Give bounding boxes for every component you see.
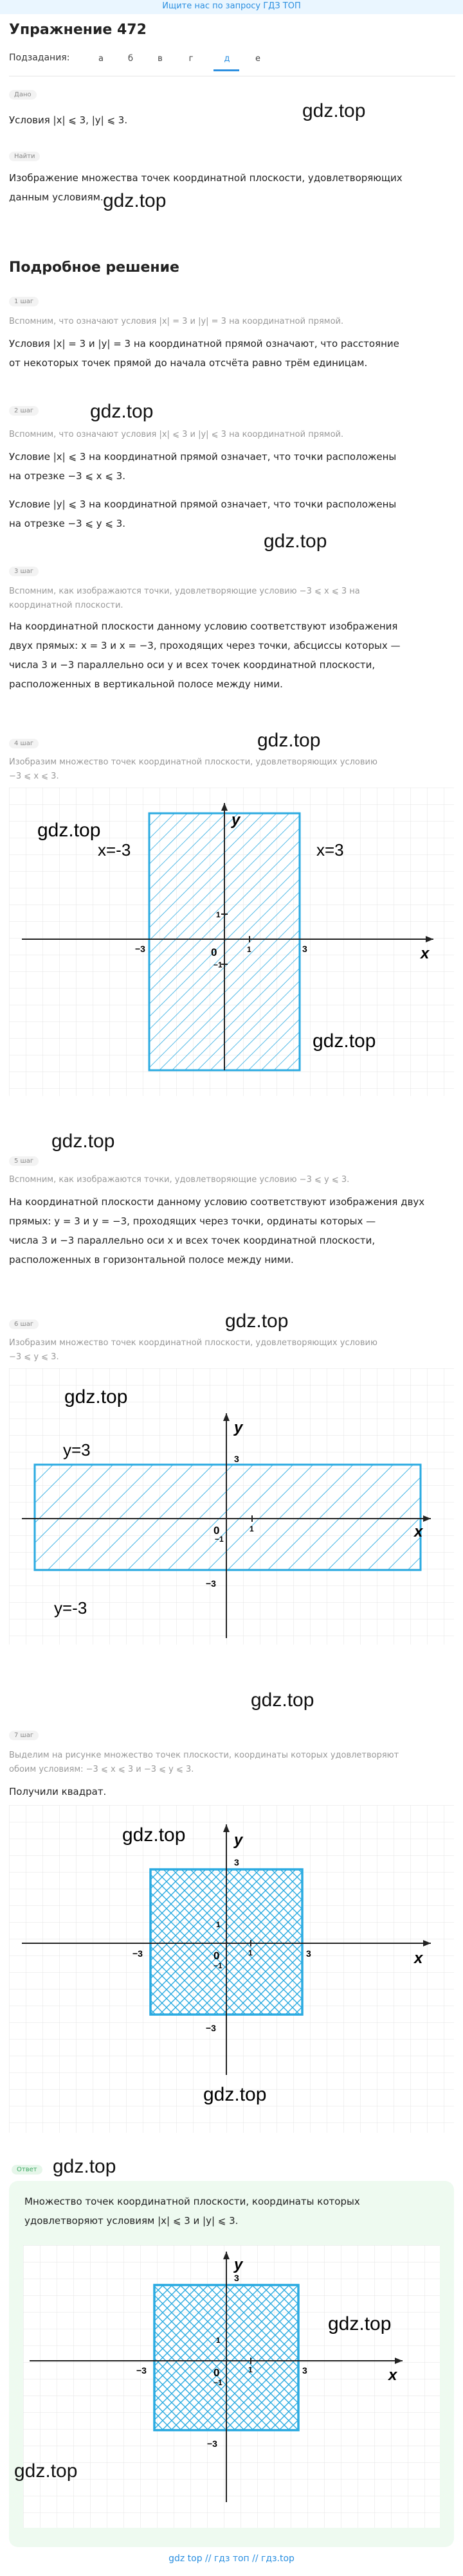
watermark: gdz.top	[203, 2084, 267, 2105]
y-tick-label-minus-1: −1	[213, 1961, 222, 1970]
active-tab-indicator	[213, 69, 239, 71]
step-3-line1: На координатной плоскости данному условию соответствуют изображения	[9, 621, 398, 632]
step-5-line4: расположенных в горизонтальной полосе между ними.	[9, 1254, 294, 1266]
line-label-x-3: x=3	[316, 840, 344, 860]
y-tick-label-minus-3: −3	[206, 2023, 216, 2033]
step-4-hint-2: −3 ⩽ x ⩽ 3.	[9, 772, 59, 781]
y-tick-label-1: 1	[216, 2336, 221, 2345]
watermark: gdz.top	[14, 2460, 78, 2482]
x-axis-label: x	[388, 2367, 397, 2384]
given-tag: Дано	[9, 90, 37, 100]
step-7-hint-2: обоим условиям: −3 ⩽ x ⩽ 3 и −3 ⩽ y ⩽ 3.	[9, 1765, 194, 1774]
watermark: gdz.top	[122, 1824, 186, 1846]
graph-square	[9, 1805, 454, 2133]
step-3-line3: числа 3 и −3 параллельно оси y и всех точек координатной плоскости,	[9, 659, 376, 671]
step-6-tag: 6 шаг	[9, 1319, 39, 1329]
subtask-tab-d[interactable]: д	[224, 54, 230, 64]
step-5-tag: 5 шаг	[9, 1156, 39, 1166]
step-4-tag: 4 шаг	[9, 739, 39, 748]
step-7-hint-1: Выделим на рисунке множество точек плоскости, координаты которых удовлетворяют	[9, 1751, 399, 1760]
y-tick-label-1: 1	[216, 910, 221, 919]
y-axis-label: y	[234, 1419, 243, 1436]
watermark: gdz.top	[302, 100, 366, 121]
y-tick-label-3: 3	[234, 2273, 239, 2283]
step-6-hint-2: −3 ⩽ y ⩽ 3.	[9, 1352, 59, 1362]
x-tick-label-minus-3: −3	[135, 944, 145, 954]
origin-label: 0	[213, 2367, 220, 2379]
step-2-line3: Условие |y| ⩽ 3 на координатной прямой означает, что точки расположены	[9, 498, 397, 510]
y-axis-label: y	[232, 811, 241, 829]
x-tick-label-minus-3: −3	[132, 1948, 143, 1959]
watermark: gdz.top	[264, 531, 327, 552]
step-2-line2: на отрезке −3 ⩽ x ⩽ 3.	[9, 470, 125, 482]
step-3-tag: 3 шаг	[9, 567, 39, 576]
y-axis-label: y	[234, 2256, 243, 2273]
watermark: gdz.top	[37, 820, 101, 841]
x-tick-label-3: 3	[306, 1948, 311, 1959]
y-tick-label-minus-3: −3	[206, 1578, 216, 1589]
subtask-tab-g[interactable]: г	[188, 54, 194, 64]
x-axis-label: x	[421, 945, 430, 962]
answer-line1: Множество точек координатной плоскости, координаты которых	[24, 2196, 360, 2207]
x-tick-label-1: 1	[250, 1524, 254, 1533]
find-tag: Найти	[9, 152, 40, 161]
step-6-hint-1: Изобразим множество точек координатной плоскости, удовлетворяющих условию	[9, 1338, 377, 1348]
step-4-hint-1: Изобразим множество точек координатной плоскости, удовлетворяющих условию	[9, 757, 377, 767]
graph-vertical-strip	[9, 788, 454, 1096]
y-tick-label-3: 3	[234, 1454, 239, 1464]
x-tick-label-minus-3: −3	[136, 2365, 147, 2376]
step-3-line4: расположенных в вертикальной полосе между ними.	[9, 678, 283, 690]
x-axis-label: x	[414, 1523, 423, 1540]
horizontal-strip	[35, 1465, 421, 1570]
step-3-hint-1: Вспомним, как изображаются точки, удовлетворяющие условию −3 ⩽ x ⩽ 3 на	[9, 587, 360, 596]
given-text: Условия |x| ⩽ 3, |y| ⩽ 3.	[9, 114, 128, 126]
subtasks-label: Подзадания:	[9, 53, 70, 63]
y-tick-label-minus-3: −3	[207, 2439, 217, 2449]
step-2-line4: на отрезке −3 ⩽ y ⩽ 3.	[9, 518, 125, 529]
solution-title: Подробное решение	[9, 260, 179, 276]
watermark: gdz.top	[51, 1131, 115, 1152]
watermark: gdz.top	[53, 2156, 116, 2177]
y-tick-label-1: 1	[216, 1920, 221, 1929]
x-tick-label-3: 3	[302, 944, 307, 954]
step-1-line2: от некоторых точек прямой до начала отсчёта равно трём единицам.	[9, 357, 368, 369]
answer-tag: Ответ	[12, 2165, 42, 2175]
y-axis-label: y	[234, 1831, 243, 1849]
step-1-line1: Условия |x| = 3 и |y| = 3 на координатной прямой означают, что расстояние	[9, 338, 399, 349]
step-5-line2: прямых: y = 3 и y = −3, проходящих через точки, ординаты которых —	[9, 1215, 376, 1227]
graph-answer-square	[23, 2245, 440, 2528]
step-2-tag: 2 шаг	[9, 406, 39, 416]
watermark: gdz.top	[103, 190, 167, 211]
step-1-tag: 1 шаг	[9, 297, 39, 306]
top-banner[interactable]: Ищите нас по запросу ГДЗ ТОП	[0, 0, 463, 14]
y-tick-label-minus-1: −1	[215, 1535, 224, 1544]
find-text-line1: Изображение множества точек координатной плоскости, удовлетворяющих	[9, 172, 403, 184]
x-tick-label-1: 1	[248, 1948, 253, 1957]
step-5-line1: На координатной плоскости данному условию соответствуют изображения двух	[9, 1196, 425, 1208]
line-label-y-3: y=3	[63, 1440, 91, 1460]
find-text-line2: данным условиям.	[9, 191, 104, 203]
step-7-tag: 7 шаг	[9, 1731, 39, 1740]
x-tick-label-1: 1	[247, 945, 251, 954]
watermark: gdz.top	[90, 401, 154, 422]
step-2-hint: Вспомним, что означают условия |x| ⩽ 3 и |y| ⩽ 3 на координатной прямой.	[9, 430, 344, 439]
step-3-line2: двух прямых: x = 3 и x = −3, проходящих через точки, абсциссы которых —	[9, 640, 401, 651]
step-5-hint: Вспомним, как изображаются точки, удовлетворяющие условию −3 ⩽ y ⩽ 3.	[9, 1175, 350, 1185]
origin-label: 0	[213, 1950, 220, 1962]
y-tick-label-minus-1: −1	[213, 2378, 222, 2387]
step-3-hint-2: координатной плоскости.	[9, 601, 123, 610]
watermark: gdz.top	[251, 1689, 314, 1711]
x-tick-label-1: 1	[248, 2365, 253, 2374]
subtask-tab-a[interactable]: а	[98, 54, 104, 64]
page-title: Упражнение 472	[9, 22, 147, 38]
step-7-line1: Получили квадрат.	[9, 1786, 107, 1797]
step-5-line3: числа 3 и −3 параллельно оси x и всех точек координатной плоскости,	[9, 1235, 376, 1246]
answer-line2: удовлетворяют условиям |x| ⩽ 3 и |y| ⩽ 3.	[24, 2215, 239, 2227]
watermark: gdz.top	[225, 1310, 289, 1332]
line-label-x-neg-3: x=-3	[98, 840, 131, 860]
y-tick-label-minus-1: −1	[213, 960, 222, 969]
subtask-tab-e[interactable]: е	[255, 54, 260, 64]
subtask-tab-b[interactable]: б	[127, 54, 134, 64]
x-axis-label: x	[414, 1950, 423, 1967]
step-2-line1: Условие |x| ⩽ 3 на координатной прямой означает, что точки расположены	[9, 451, 397, 463]
watermark: gdz.top	[328, 2313, 392, 2334]
watermark: gdz.top	[313, 1030, 376, 1052]
watermark: gdz.top	[64, 1386, 128, 1407]
origin-label: 0	[213, 1524, 220, 1537]
graph-horizontal-strip	[9, 1368, 454, 1645]
y-tick-label-3: 3	[234, 1857, 239, 1867]
x-tick-label-3: 3	[302, 2365, 307, 2376]
line-label-y-neg-3: y=-3	[54, 1598, 87, 1618]
subtask-tab-v[interactable]: в	[158, 54, 163, 64]
step-1-hint: Вспомним, что означают условия |x| = 3 и |y| = 3 на координатной прямой.	[9, 317, 344, 326]
watermark: gdz.top	[257, 730, 321, 751]
footer-links[interactable]: gdz top // гдз топ // гдз.top	[168, 2554, 295, 2564]
origin-label: 0	[211, 946, 217, 958]
